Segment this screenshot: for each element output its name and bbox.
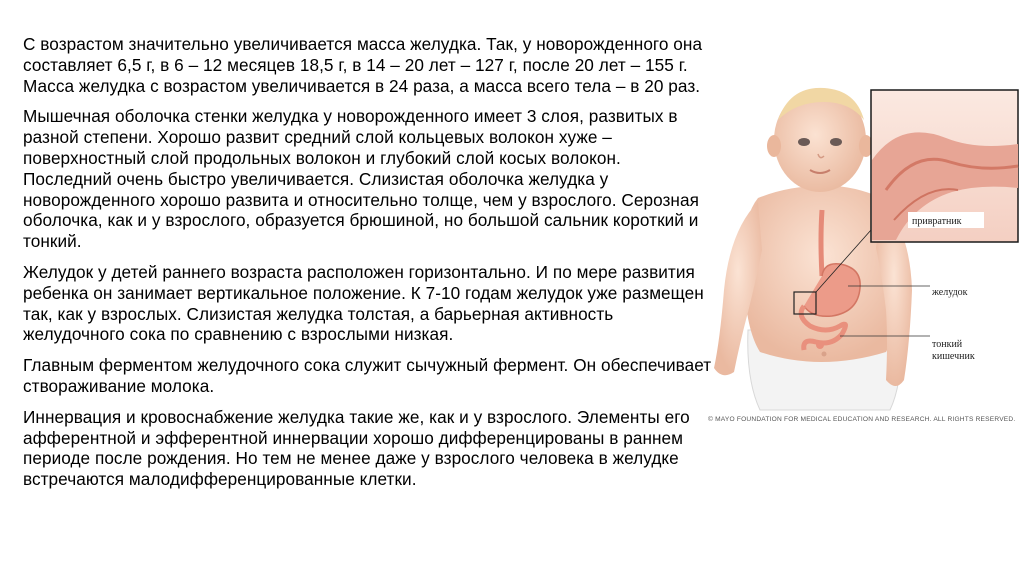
intestine-label-line2: кишечник bbox=[932, 351, 975, 362]
right-eye bbox=[830, 138, 842, 146]
copyright-notice: © MAYO FOUNDATION FOR MEDICAL EDUCATION AND RESEARCH. ALL RIGHTS RESERVED. bbox=[708, 416, 1016, 423]
paragraph-enzyme: Главным ферментом желудочного сока служит сычужный фермент. Он обеспечивает створаживание молока. bbox=[23, 355, 712, 396]
left-eye bbox=[798, 138, 810, 146]
text-column bbox=[23, 34, 713, 500]
paragraph-stomach-position: Желудок у детей раннего возраста расположен горизонтально. И по мере развития ребенка он занимает вертикальное положение. К 7-10 годам желудок уже размещен так, как у взрослых. Слизистая желудка толстая, а барьерная активность желудочного сока по сравнению с взрослыми низкая. bbox=[23, 261, 704, 345]
pylorus-label: привратник bbox=[912, 216, 962, 227]
infant-digestive-illustration bbox=[700, 80, 1024, 430]
paragraph-muscle-layer: Мышечная оболочка стенки желудка у новорожденного имеет 3 слоя, развитых в разной степени. Хорошо развит средний слой кольцевых волокон хуже – поверхностный слой продольных волокон и глубокий слой косых волокон. Последний очень быстро увеличивается. Слизистая оболочка желудка у новорожденного хорошо развита и относительно толще, чем у взрослого. Серозная оболочка, как и у взрослого, образуется брюшиной, но большой сальник короткий и тонкий. bbox=[23, 106, 699, 252]
paragraph-innervation: Иннервация и кровоснабжение желудка такие же, как и у взрослого. Элементы его афферентной и эфферентной иннервации хорошо дифференцированы в раннем периоде после рождения. Но тем не менее даже у взрослого человека в желудке встречаются малодифференцированные клетки. bbox=[23, 406, 690, 490]
stomach-label: желудок bbox=[932, 287, 968, 298]
esophagus bbox=[821, 210, 822, 276]
paragraph-stomach-mass: С возрастом значительно увеличивается масса желудка. Так, у новорожденного она составляет 6,5 г, в 6 – 12 месяцев 18,5 г, в 14 – 20 лет – 127 г, после 20 лет – 155 г. Масса желудка с возрастом увеличивается в 24 раза, а масса всего тела – в 20 раз. bbox=[23, 34, 703, 96]
intestine-label-line1: тонкий bbox=[932, 339, 963, 350]
